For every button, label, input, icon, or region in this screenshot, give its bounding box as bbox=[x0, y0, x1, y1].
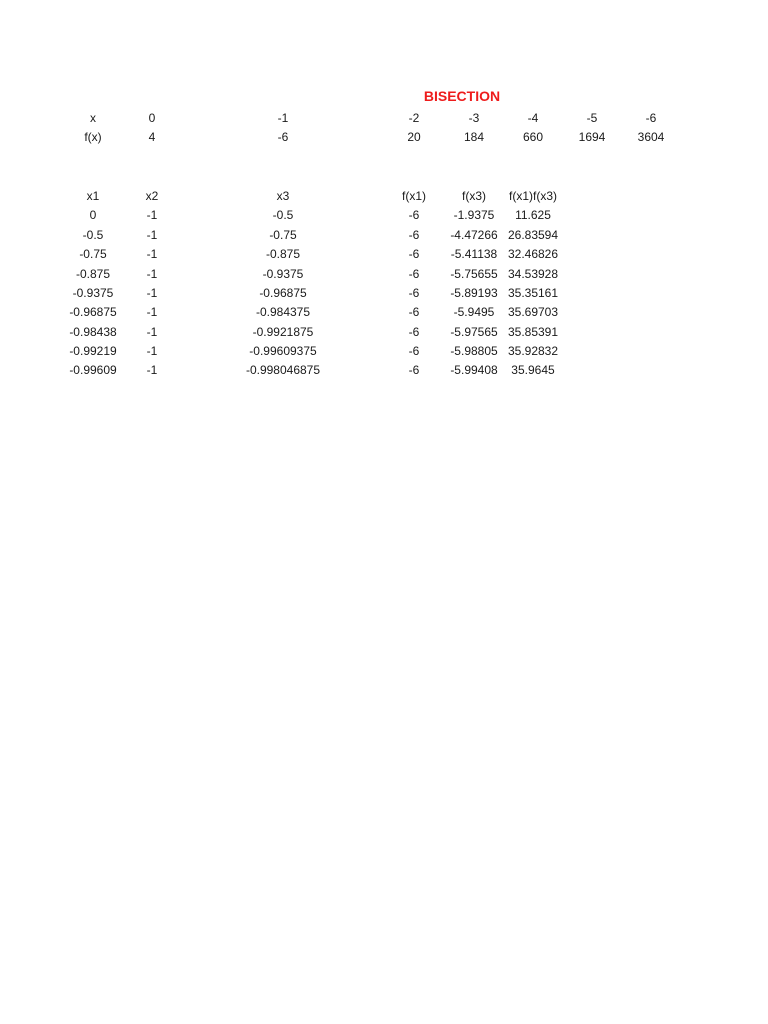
x-value: -2 bbox=[408, 111, 420, 125]
cell-fx1: -6 bbox=[408, 363, 420, 377]
table-row bbox=[0, 265, 768, 284]
table-row bbox=[0, 226, 768, 245]
x-value: 0 bbox=[148, 111, 156, 125]
cell-x1: -0.875 bbox=[75, 266, 111, 281]
cell-x2: -1 bbox=[146, 344, 158, 358]
cell-x3: -0.75 bbox=[269, 227, 297, 242]
cell-fx1: -6 bbox=[408, 344, 420, 358]
cell-fx1: -6 bbox=[408, 247, 420, 261]
header-x1: x1 bbox=[86, 189, 100, 203]
fx-value: 4 bbox=[148, 130, 156, 144]
cell-fx1fx3: 34.53928 bbox=[507, 266, 559, 281]
cell-x2: -1 bbox=[146, 286, 158, 300]
cell-x1: -0.99219 bbox=[69, 344, 117, 358]
cell-fx3: -1.9375 bbox=[453, 208, 495, 222]
cell-x3: -0.875 bbox=[265, 247, 301, 261]
header-fx1fx3: f(x1)f(x3) bbox=[509, 189, 557, 203]
fx-value: 1694 bbox=[578, 130, 606, 144]
cell-x2: -1 bbox=[146, 227, 158, 242]
cell-x3: -0.9921875 bbox=[252, 324, 314, 339]
cell-fx1fx3: 32.46826 bbox=[507, 247, 559, 261]
x-value: -3 bbox=[468, 111, 480, 125]
fx-value: 184 bbox=[463, 130, 485, 144]
table-row bbox=[0, 361, 768, 380]
header-fx1: f(x1) bbox=[402, 189, 426, 203]
x-value: -6 bbox=[645, 111, 657, 125]
fx-values-row bbox=[0, 128, 768, 147]
cell-fx1fx3: 35.92832 bbox=[507, 344, 559, 358]
cell-x1: -0.96875 bbox=[69, 305, 117, 319]
sheet-title: BISECTION bbox=[423, 88, 501, 104]
cell-fx1fx3: 11.625 bbox=[515, 208, 551, 222]
cell-fx3: -5.98805 bbox=[450, 344, 498, 358]
cell-x3: -0.5 bbox=[272, 208, 294, 222]
table-row bbox=[0, 342, 768, 361]
table-row bbox=[0, 284, 768, 303]
cell-fx3: -5.75655 bbox=[450, 266, 498, 281]
cell-fx1fx3: 35.85391 bbox=[507, 324, 559, 339]
fx-value: 660 bbox=[522, 130, 544, 144]
cell-x1: -0.98438 bbox=[69, 324, 117, 339]
header-fx3: f(x3) bbox=[462, 189, 486, 203]
cell-fx1: -6 bbox=[408, 286, 420, 300]
cell-fx1fx3: 35.9645 bbox=[511, 363, 555, 377]
x-label: x bbox=[90, 111, 96, 125]
cell-x3: -0.998046875 bbox=[245, 363, 321, 377]
cell-fx1: -6 bbox=[408, 208, 420, 222]
table-row bbox=[0, 323, 768, 342]
header-x2: x2 bbox=[145, 189, 159, 203]
cell-fx3: -5.41138 bbox=[450, 247, 498, 261]
fx-value: -6 bbox=[277, 130, 289, 144]
cell-x1: -0.99609 bbox=[69, 363, 117, 377]
cell-fx1: -6 bbox=[408, 324, 420, 339]
fx-value: 20 bbox=[407, 130, 421, 144]
cell-x1: -0.5 bbox=[82, 227, 104, 242]
cell-fx1: -6 bbox=[408, 227, 420, 242]
cell-x2: -1 bbox=[146, 305, 158, 319]
cell-fx1fx3: 26.83594 bbox=[507, 227, 559, 242]
x-values-row bbox=[0, 109, 768, 128]
table-row bbox=[0, 303, 768, 322]
cell-x1: -0.9375 bbox=[72, 286, 114, 300]
cell-fx1fx3: 35.35161 bbox=[507, 286, 559, 300]
cell-fx3: -5.99408 bbox=[450, 363, 498, 377]
cell-fx3: -4.47266 bbox=[450, 227, 498, 242]
fx-label: f(x) bbox=[84, 130, 102, 144]
cell-x1: -0.75 bbox=[79, 247, 107, 261]
cell-fx1: -6 bbox=[408, 305, 420, 319]
cell-x2: -1 bbox=[146, 247, 158, 261]
cell-x3: -0.984375 bbox=[255, 305, 311, 319]
x-value: -4 bbox=[527, 111, 539, 125]
header-x3: x3 bbox=[276, 189, 290, 203]
fx-value: 3604 bbox=[637, 130, 665, 144]
cell-fx3: -5.9495 bbox=[453, 305, 495, 319]
cell-fx1: -6 bbox=[408, 266, 420, 281]
cell-x2: -1 bbox=[146, 208, 158, 222]
cell-fx3: -5.89193 bbox=[450, 286, 498, 300]
cell-fx3: -5.97565 bbox=[450, 324, 498, 339]
cell-x1: 0 bbox=[89, 208, 97, 222]
cell-x2: -1 bbox=[146, 324, 158, 339]
x-value: -5 bbox=[586, 111, 598, 125]
cell-x2: -1 bbox=[146, 266, 158, 281]
cell-x3: -0.99609375 bbox=[249, 344, 317, 358]
cell-fx1fx3: 35.69703 bbox=[507, 305, 559, 319]
cell-x3: -0.96875 bbox=[259, 286, 307, 300]
table-row bbox=[0, 206, 768, 225]
iteration-header-row bbox=[0, 187, 768, 206]
cell-x3: -0.9375 bbox=[262, 266, 304, 281]
table-row bbox=[0, 245, 768, 264]
cell-x2: -1 bbox=[146, 363, 158, 377]
x-value: -1 bbox=[277, 111, 289, 125]
